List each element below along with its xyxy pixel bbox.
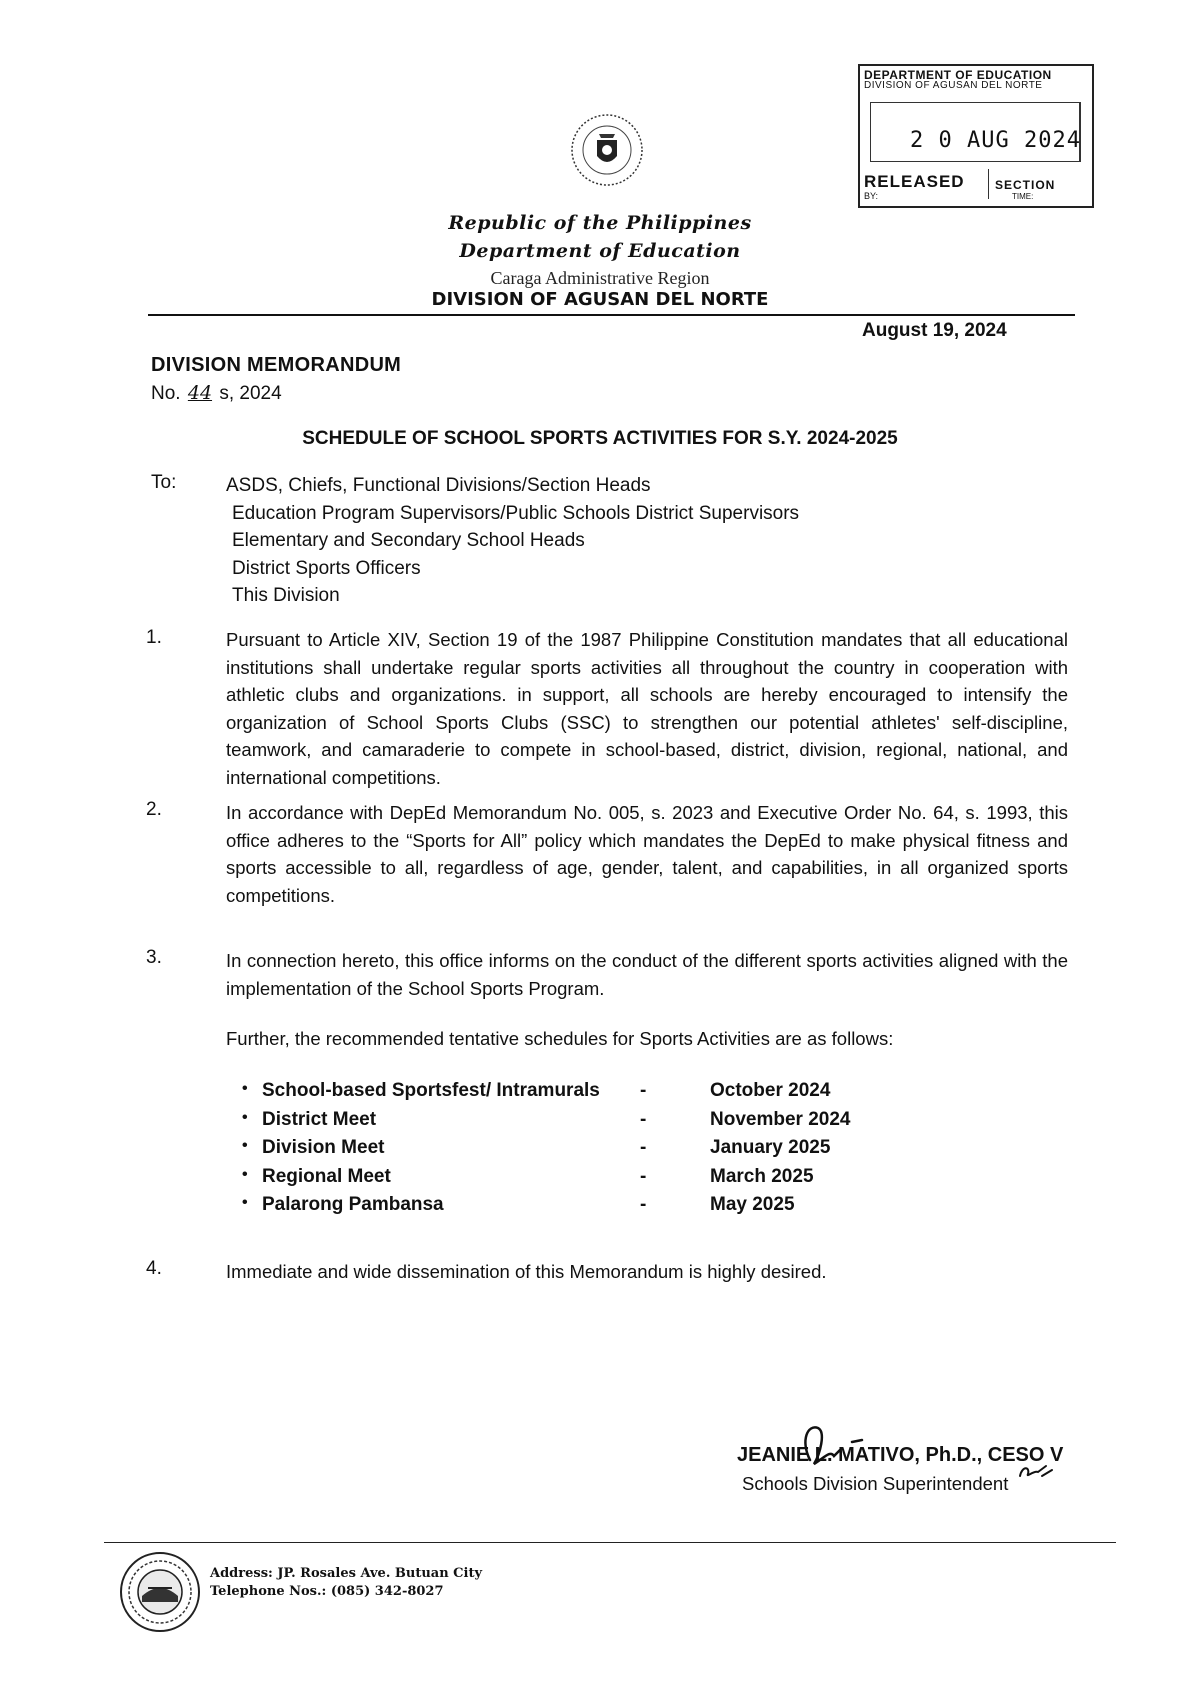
memo-title: DIVISION MEMORANDUM xyxy=(151,354,402,376)
header-region: Caraga Administrative Region xyxy=(490,268,710,288)
paragraph-number: 2. xyxy=(146,799,162,820)
stamp-released: RELEASED xyxy=(864,172,965,191)
schedule-intro: Further, the recommended tentative schedules for Sports Activities are as follows: xyxy=(226,1028,894,1049)
header-republic: Republic of the Philippines xyxy=(448,212,752,234)
schedule-date: May 2025 xyxy=(710,1194,795,1215)
initials-mark xyxy=(1016,1462,1056,1482)
signatory-title: Schools Division Superintendent xyxy=(742,1473,1009,1494)
to-label: To: xyxy=(151,472,177,493)
footer-address: Address: JP. Rosales Ave. Butuan City xyxy=(210,1566,483,1581)
schedule-event: School-based Sportsfest/ Intramurals xyxy=(262,1080,600,1101)
paragraph-text: Immediate and wide dissemination of this Memorandum is highly desired. xyxy=(226,1261,827,1282)
memo-date: August 19, 2024 xyxy=(862,320,1007,341)
schedule-date: November 2024 xyxy=(710,1108,851,1130)
schedule-item xyxy=(242,1166,882,1195)
signatory-name: JEANIE L. MATIVO, Ph.D., CESO V xyxy=(737,1444,1064,1466)
schedule-event: Regional Meet xyxy=(262,1165,391,1187)
recipient-item: District Sports Officers xyxy=(232,557,421,579)
paragraph-text: In connection hereto, this office informs on the conduct of the different sports activities aligned with the implementation of the School Sports Program. xyxy=(226,950,1068,999)
stamp-division: DIVISION OF AGUSAN DEL NORTE xyxy=(864,80,1043,91)
schedule-date: October 2024 xyxy=(710,1080,831,1101)
schedule-item xyxy=(242,1109,882,1138)
memo-subject: SCHEDULE OF SCHOOL SPORTS ACTIVITIES FOR S.Y. 2024-2025 xyxy=(302,428,898,449)
schedule-event: Division Meet xyxy=(262,1137,385,1158)
schedule-date: January 2025 xyxy=(710,1137,831,1158)
stamp-by: BY: xyxy=(864,191,879,201)
bullet: • xyxy=(242,1137,248,1154)
footer-divider xyxy=(104,1542,1116,1543)
schedule-dash: - xyxy=(640,1137,647,1158)
header-department: Department of Education xyxy=(459,240,741,262)
bullet: • xyxy=(242,1108,248,1126)
recipient-item: Elementary and Secondary School Heads xyxy=(232,530,585,551)
schedule-dash: - xyxy=(640,1194,647,1215)
schedule-item xyxy=(242,1137,882,1166)
memo-number-value: 44 xyxy=(187,382,213,404)
recipient-item: Education Program Supervisors/Public Schools District Supervisors xyxy=(232,502,800,524)
schedule-item xyxy=(242,1194,882,1223)
paragraph-number: 1. xyxy=(146,627,162,648)
stamp-records-box xyxy=(988,169,1087,199)
bullet: • xyxy=(242,1165,248,1183)
recipient-item: This Division xyxy=(232,585,340,606)
paragraph-text: Pursuant to Article XIV, Section 19 of the 1987 Philippine Constitution mandates that all educational institutions shall undertake regular sports activities all throughout the country in cooperation with athletic clubs and organizations. in support, all schools are hereby encouraged to intensify the organization of School Sports Clubs (SSC) to strengthen our potential athletes' self-discipline, teamwork, and camaraderie to compete in school-based, district, division, regional, national, and international competitions. xyxy=(226,629,1068,788)
stamp-section: SECTION xyxy=(995,178,1056,192)
stamp-date: 2 0 AUG 2024 xyxy=(910,128,1081,153)
division-seal xyxy=(118,1550,202,1634)
schedule-date: March 2025 xyxy=(710,1165,814,1187)
deped-seal xyxy=(569,112,645,188)
header-division: DIVISION OF AGUSAN DEL NORTE xyxy=(431,289,769,310)
bullet: • xyxy=(242,1194,248,1211)
header-divider xyxy=(148,314,1075,316)
schedule-event: Palarong Pambansa xyxy=(262,1194,444,1215)
schedule-list xyxy=(242,1080,882,1223)
paragraph-number: 3. xyxy=(146,947,162,968)
memo-number-prefix: No. xyxy=(151,383,181,404)
stamp-time: TIME: xyxy=(1012,192,1034,201)
schedule-dash: - xyxy=(640,1165,647,1187)
schedule-event: District Meet xyxy=(262,1108,377,1130)
received-stamp xyxy=(858,64,1094,208)
recipient-item: ASDS, Chiefs, Functional Divisions/Section Heads xyxy=(226,475,651,496)
schedule-dash: - xyxy=(640,1108,647,1130)
bullet: • xyxy=(242,1080,248,1097)
paragraph-number: 4. xyxy=(146,1258,162,1279)
paragraph-text: In accordance with DepEd Memorandum No. 005, s. 2023 and Executive Order No. 64, s. 1993, this office adheres to the “Sports for All” policy which mandates the DepEd to make physical fitness and sports accessible to all, regardless of age, gender, talent, and capabilities, in all organized sports competitions. xyxy=(226,802,1068,906)
recipient-list xyxy=(226,472,799,610)
memo-number xyxy=(151,382,282,405)
stamp-department: DEPARTMENT OF EDUCATION xyxy=(864,68,1052,82)
schedule-item xyxy=(242,1080,882,1109)
schedule-dash: - xyxy=(640,1080,647,1101)
memo-number-suffix: s, 2024 xyxy=(219,383,282,404)
footer-telephone: Telephone Nos.: (085) 342-8027 xyxy=(210,1584,444,1599)
